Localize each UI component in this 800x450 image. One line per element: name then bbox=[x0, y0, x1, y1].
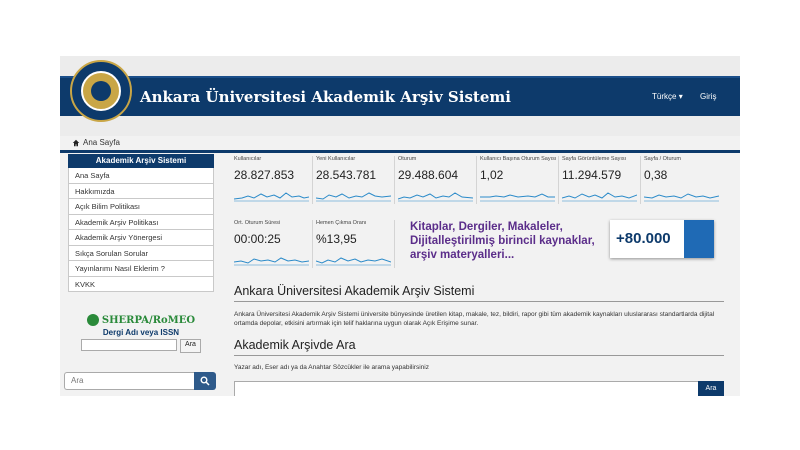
stat-value: 00:00:25 bbox=[234, 232, 281, 246]
stat-divider bbox=[312, 220, 313, 268]
seal-emblem bbox=[81, 71, 121, 111]
stat-avg-session-duration bbox=[234, 220, 309, 268]
stat-divider bbox=[394, 156, 395, 204]
intro-paragraph: Ankara Üniversitesi Akademik Arşiv Sistemi üniversite bünyesinde üretilen kitap, makale, tez, bildiri, rapor gibi tüm akademik kaynakları uluslararası standartlarda dijital ortamda depolar, etkisini artırmak için telif haklarına uygun olarak Açık Erişime sunar. bbox=[234, 311, 715, 327]
seal-core bbox=[91, 81, 111, 101]
sherpa-label: Dergi Adı veya ISSN bbox=[102, 328, 180, 337]
stat-value: 28.543.781 bbox=[316, 168, 377, 182]
banner-line-1: Kitaplar, Dergiler, Makaleler, bbox=[410, 221, 563, 233]
stat-label: Ort. Oturum Süresi bbox=[234, 220, 281, 226]
sherpa-search-input[interactable] bbox=[81, 339, 177, 351]
sidebar-search-button[interactable] bbox=[194, 372, 216, 390]
caret-down-icon: ▾ bbox=[678, 92, 683, 101]
sherpa-romeo-widget bbox=[68, 314, 214, 353]
breadcrumb-home[interactable]: Ana Sayfa bbox=[83, 138, 120, 147]
stat-label: Yeni Kullanıcılar bbox=[316, 156, 356, 162]
sherpa-logo-mark bbox=[87, 314, 99, 326]
sparkline bbox=[398, 188, 473, 202]
sidebar-item-how-to-add[interactable]: Yayınlarımı Nasıl Eklerim ? bbox=[68, 261, 214, 277]
stat-sessions-per-user bbox=[480, 156, 555, 204]
archive-search-input[interactable] bbox=[234, 381, 700, 396]
collection-banner-text bbox=[410, 220, 595, 262]
browser-page bbox=[60, 56, 740, 396]
collection-count: +80.000 bbox=[616, 230, 671, 247]
site-header bbox=[60, 56, 740, 136]
stat-divider bbox=[312, 156, 313, 204]
stat-value: %13,95 bbox=[316, 232, 357, 246]
stat-label: Sayfa / Oturum bbox=[644, 156, 681, 162]
stat-pageviews bbox=[562, 156, 637, 204]
stat-value: 28.827.853 bbox=[234, 168, 295, 182]
sparkline bbox=[316, 188, 391, 202]
stat-label: Kullanıcılar bbox=[234, 156, 262, 162]
header-separator bbox=[60, 150, 740, 153]
sidebar-item-archive-directive[interactable]: Akademik Arşiv Yönergesi bbox=[68, 230, 214, 246]
stat-value: 1,02 bbox=[480, 168, 504, 182]
sidebar-item-kvkk[interactable]: KVKK bbox=[68, 277, 214, 293]
stat-bounce-rate bbox=[316, 220, 391, 268]
stat-divider bbox=[640, 156, 641, 204]
sparkline bbox=[234, 188, 309, 202]
stat-divider bbox=[558, 156, 559, 204]
stat-label: Oturum bbox=[398, 156, 417, 162]
sherpa-search-row bbox=[68, 339, 214, 353]
stat-users bbox=[234, 156, 309, 204]
sidebar-menu bbox=[68, 154, 214, 292]
banner-line-3: arşiv materyalleri... bbox=[410, 249, 515, 261]
sidebar-item-faq[interactable]: Sıkça Sorulan Sorular bbox=[68, 246, 214, 262]
sidebar-title: Akademik Arşiv Sistemi bbox=[68, 154, 214, 168]
sparkline bbox=[562, 188, 637, 202]
sidebar-item-archive-policy[interactable]: Akademik Arşiv Politikası bbox=[68, 215, 214, 231]
stat-value: 0,38 bbox=[644, 168, 668, 182]
stat-pages-per-session bbox=[644, 156, 719, 204]
banner-line-2: Dijitalleştirilmiş birincil kaynaklar, bbox=[410, 235, 595, 247]
archive-search-heading: Akademik Arşivde Ara bbox=[234, 338, 724, 356]
header-bar bbox=[60, 76, 740, 116]
sidebar-item-about[interactable]: Hakkımızda bbox=[68, 184, 214, 200]
sparkline bbox=[644, 188, 719, 202]
breadcrumb bbox=[72, 138, 120, 147]
archive-search-button[interactable]: Ara bbox=[698, 381, 724, 396]
stat-label: Kullanıcı Başına Oturum Sayısı bbox=[480, 156, 557, 162]
stat-divider bbox=[476, 156, 477, 204]
stat-value: 11.294.579 bbox=[562, 168, 622, 182]
stat-sessions bbox=[398, 156, 473, 204]
language-dropdown[interactable] bbox=[652, 92, 683, 101]
sparkline bbox=[316, 252, 391, 266]
sidebar-item-home[interactable]: Ana Sayfa bbox=[68, 168, 214, 184]
stat-value: 29.488.604 bbox=[398, 168, 459, 182]
archive-search-hint: Yazar adı, Eser adı ya da Anahtar Sözcükler ile arama yapabilirsiniz bbox=[234, 364, 429, 371]
sherpa-search-button[interactable]: Ara bbox=[180, 339, 201, 353]
search-icon bbox=[200, 376, 210, 386]
sidebar-search-input[interactable]: Ara bbox=[64, 372, 194, 390]
sherpa-logo-text: SHERPA/RoMEO bbox=[101, 314, 196, 326]
home-icon bbox=[72, 139, 80, 147]
sherpa-romeo-logo[interactable] bbox=[68, 314, 214, 326]
sparkline bbox=[480, 188, 555, 202]
login-link[interactable]: Giriş bbox=[700, 92, 717, 101]
language-label: Türkçe bbox=[652, 92, 677, 101]
badge-accent bbox=[684, 220, 714, 258]
intro-heading: Ankara Üniversitesi Akademik Arşiv Sistemi bbox=[234, 284, 724, 302]
stat-label: Hemen Çıkma Oranı bbox=[316, 220, 367, 226]
stat-new-users bbox=[316, 156, 391, 204]
stat-label: Sayfa Görüntüleme Sayısı bbox=[562, 156, 627, 162]
sidebar-search bbox=[64, 372, 216, 390]
collection-count-badge bbox=[610, 220, 714, 258]
sidebar-item-open-science-policy[interactable]: Açık Bilim Politikası bbox=[68, 199, 214, 215]
sparkline bbox=[234, 252, 309, 266]
stat-divider bbox=[394, 220, 395, 268]
site-title[interactable]: Ankara Üniversitesi Akademik Arşiv Sistemi bbox=[140, 88, 511, 106]
university-seal-logo[interactable] bbox=[70, 60, 132, 122]
